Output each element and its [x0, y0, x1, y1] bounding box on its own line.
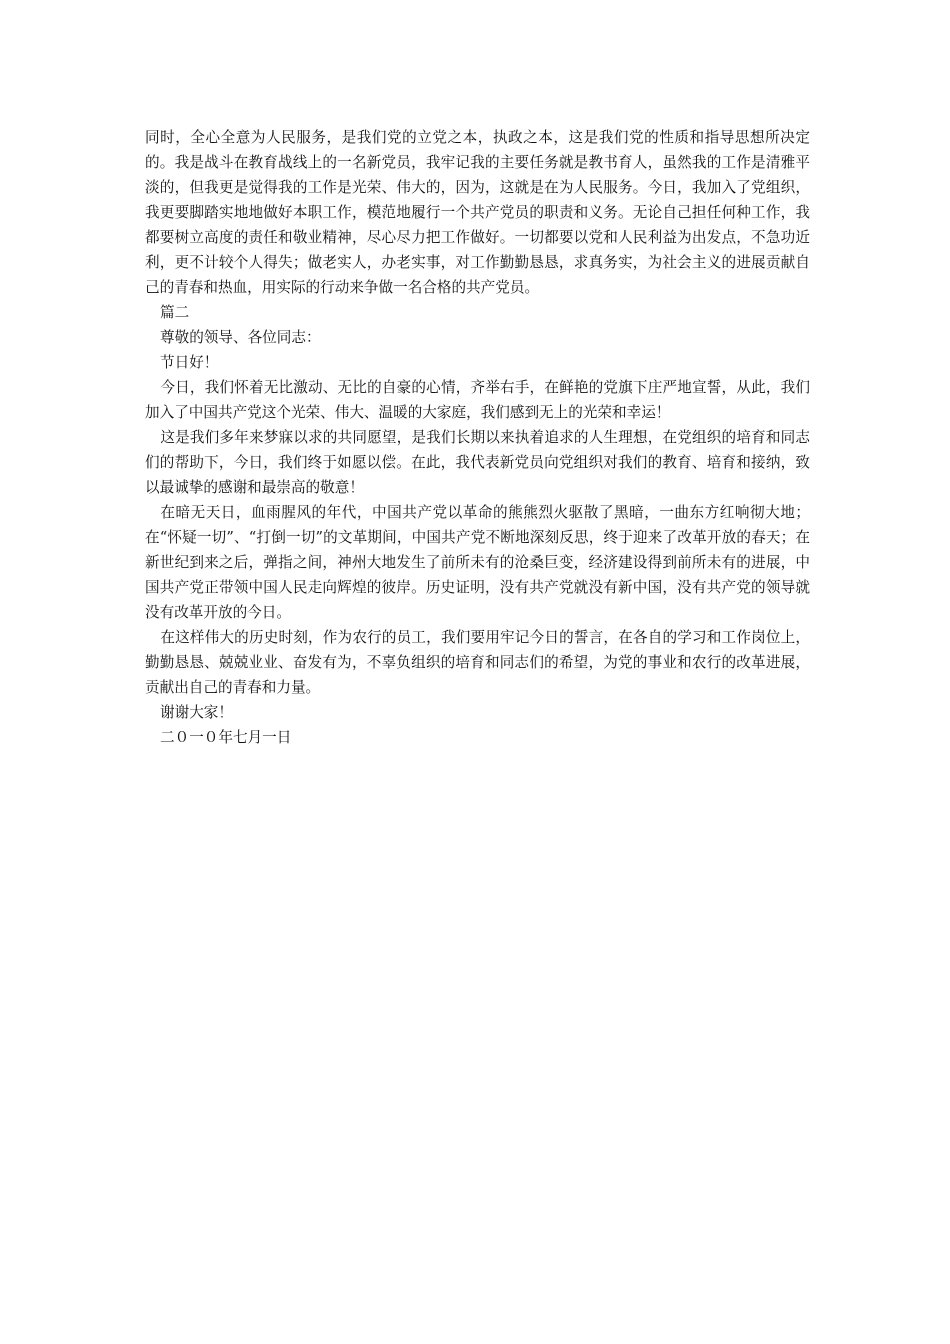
paragraph-commitment: 在这样伟大的历史时刻，作为农行的员工，我们要用牢记今日的誓言，在各自的学习和工作岗位上，勤勤恳恳、兢兢业业、奋发有为，不辜负组织的培育和同志们的希望，为党的事业和农行的改革进展，贡献出自己的青春和力量。: [145, 629, 810, 696]
paragraph-oath: 今日，我们怀着无比激动、无比的自豪的心情，齐举右手，在鲜艳的党旗下庄严地宣誓，从此，我们加入了中国共产党这个光荣、伟大、温暖的大家庭，我们感到无上的光荣和幸运！: [145, 379, 810, 421]
paragraph-party-service: 同时，全心全意为人民服务，是我们党的立党之本，执政之本，这是我们党的性质和指导思想所决定的。我是战斗在教育战线上的一名新党员，我牢记我的主要任务就是教书育人，虽然我的工作是清雅平淡的，但我更是觉得我的工作是光荣、伟大的，因为，这就是在为人民服务。今日，我加入了党组织，我更要脚踏实地地做好本职工作，模范地履行一个共产党员的职责和义务。无论自己担任何种工作，我都要树立高度的责任和敬业精神，尽心尽力把工作做好。一切都要以党和人民利益为出发点，不急功近利，更不计较个人得失；做老实人，办老实事，对工作勤勤恳恳，求真务实，为社会主义的进展贡献自己的青春和热血，用实际的行动来争做一名合格的共产党员。: [145, 129, 810, 296]
document-body: [145, 125, 810, 750]
document-date: 二０一０年七月一日: [160, 729, 292, 746]
section-heading-part-two: 篇二: [160, 304, 190, 321]
salutation: 尊敬的领导、各位同志：: [160, 329, 321, 346]
paragraph-history: 在暗无天日，血雨腥风的年代，中国共产党以革命的熊熊烈火驱散了黑暗，一曲东方红响彻大地；在“怀疑一切”、“打倒一切”的文革期间，中国共产党不断地深刻反思，终于迎来了改革开放的春天；在新世纪到来之后，弹指之间，神州大地发生了前所未有的沧桑巨变，经济建设得到前所未有的进展，中国共产党正带领中国人民走向辉煌的彼岸。历史证明，没有共产党就没有新中国，没有共产党的领导就没有改革开放的今日。: [145, 504, 810, 621]
paragraph-aspiration: 这是我们多年来梦寐以求的共同愿望，是我们长期以来执着追求的人生理想，在党组织的培育和同志们的帮助下，今日，我们终于如愿以偿。在此，我代表新党员向党组织对我们的教育、培育和接纳，致以最诚挚的感谢和最崇高的敬意！: [145, 429, 810, 496]
closing-thanks: 谢谢大家！: [160, 704, 233, 721]
greeting: 节日好！: [160, 354, 219, 371]
